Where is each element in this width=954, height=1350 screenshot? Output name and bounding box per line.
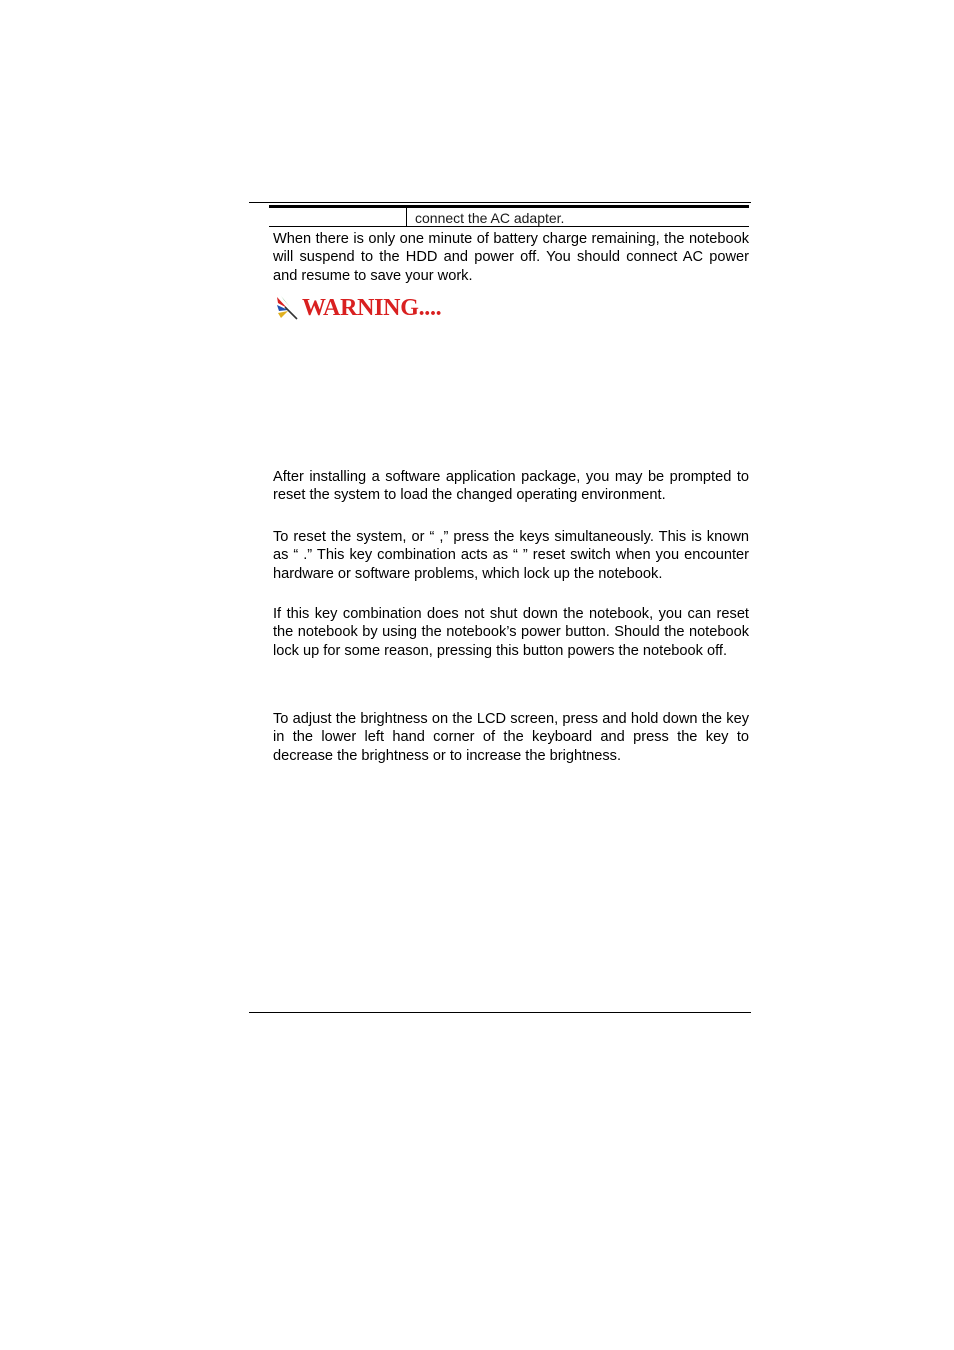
reset-system-paragraph: To reset the system, or “ ,” press the keys simultaneously. This is known as “ .” This key combination acts as “ ” reset switch when you encounter hardware or software problems, which lock up the notebook.	[273, 529, 749, 582]
warning-label: WARNING....	[302, 295, 442, 321]
power-button-paragraph: If this key combination does not shut down the notebook, you can reset the notebook by using the notebook’s power button. Should the notebook lock up for some reason, pressing this button powers the notebook off.	[273, 606, 749, 659]
warning-feather-icon	[275, 295, 299, 321]
lcd-brightness-paragraph: To adjust the brightness on the LCD screen, press and hold down the key in the lower left hand corner of the keyboard and press the key to decrease the brightness or to increase the brightness.	[273, 711, 749, 764]
warning-heading	[275, 294, 441, 322]
header-rule	[249, 202, 751, 203]
footer-rule	[249, 1012, 751, 1013]
table-cell: connect the AC adapter.	[415, 210, 565, 226]
software-install-paragraph: After installing a software application package, you may be prompted to reset the system to load the changed operating environment.	[273, 469, 749, 504]
table-fragment	[269, 205, 749, 227]
table-column-divider	[406, 208, 407, 226]
battery-paragraph: When there is only one minute of battery charge remaining, the notebook will suspend to the HDD and power off. You should connect AC power and resume to save your work.	[273, 231, 749, 284]
